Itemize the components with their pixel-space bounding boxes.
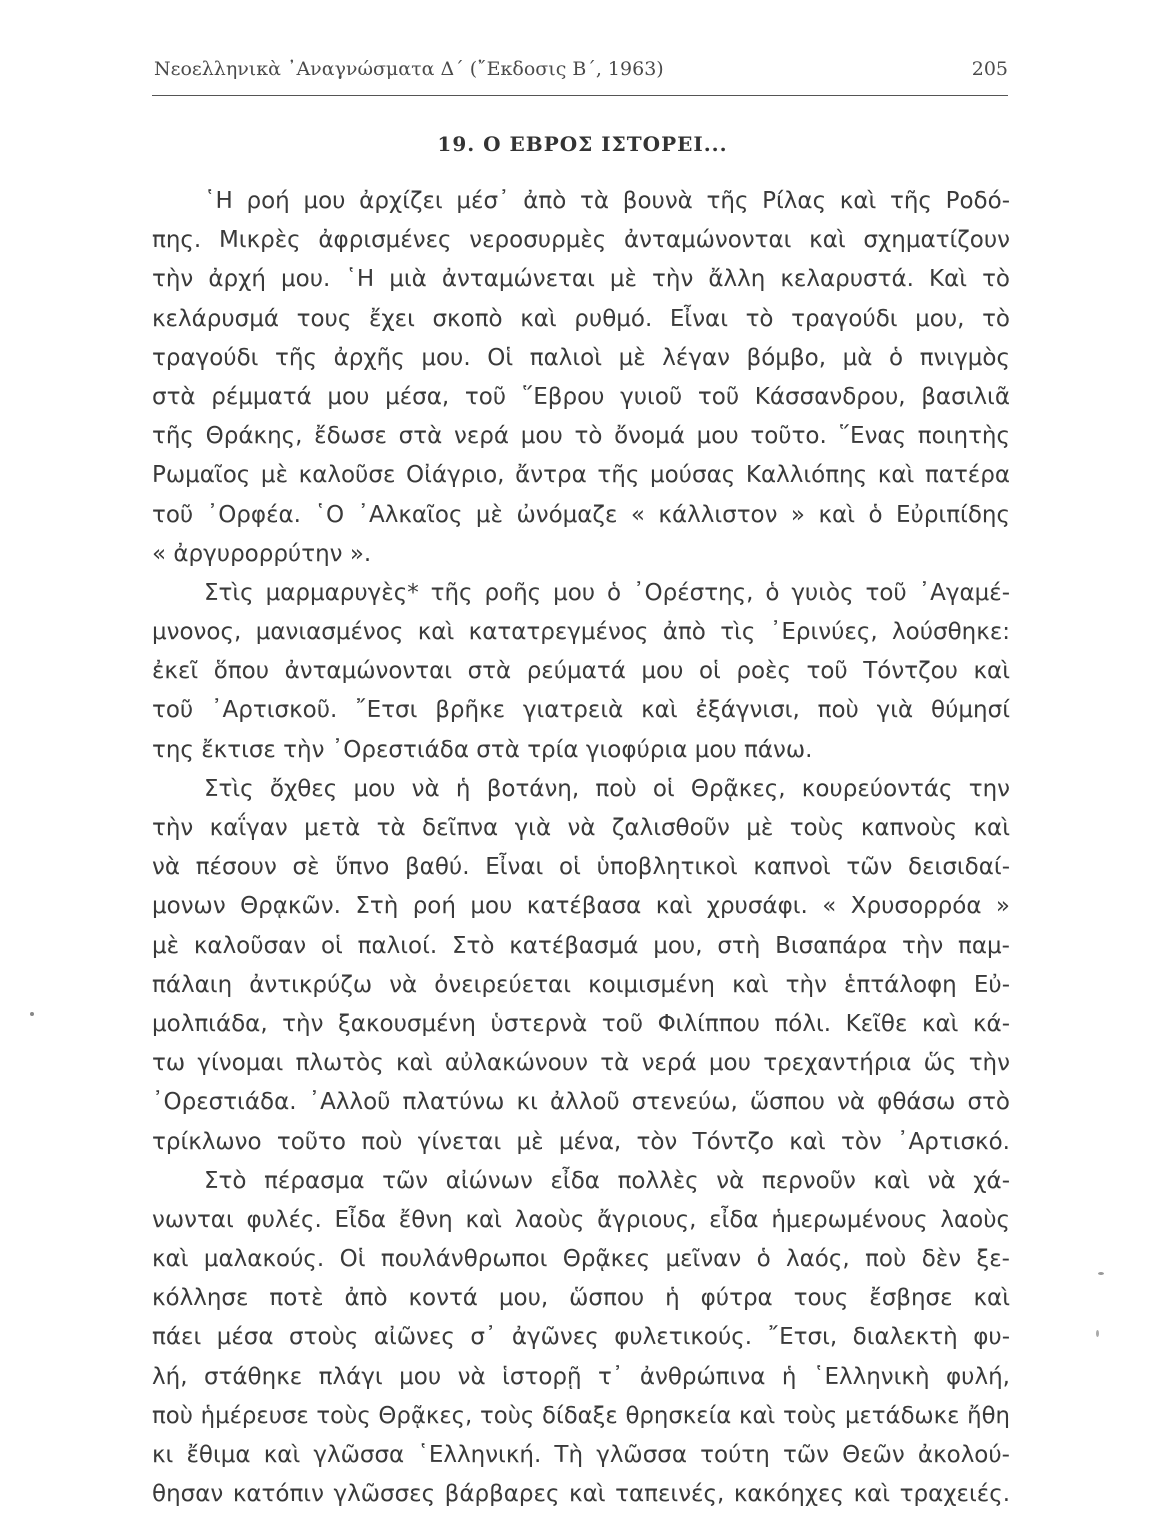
text-line: τρίκλωνο τοῦτο ποὺ γίνεται μὲ μένα, τὸν Τόντζο καὶ τὸν ᾿Αρτισκό.: [152, 1128, 1010, 1155]
text-line: ῾Η ροή μου ἀρχίζει μέσ᾿ ἀπὸ τὰ βουνὰ τῆς Ρίλας καὶ τῆς Ροδό-: [204, 188, 1010, 214]
running-title: Νεοελληνικὰ ᾿Αναγνώσματα Δ΄ (῎Εκδοσις Β΄, 1963): [154, 58, 664, 80]
text-line: τὴν καΐγαν μετὰ τὰ δεῖπνα γιὰ νὰ ζαλισθοῦν μὲ τοὺς καπνοὺς καὶ: [152, 815, 1010, 841]
text-line: ἐκεῖ ὅπου ἀνταμώνονται στὰ ρεύματά μου οἱ ροὲς τοῦ Τόντζου καὶ: [152, 658, 1010, 685]
text-line: μνονος, μανιασμένος καὶ κατατρεγμένος ἀπὸ τὶς ᾿Ερινύες, λούσθηκε:: [152, 619, 1010, 646]
text-line: πης. Μικρὲς ἀφρισμένες νεροσυρμὲς ἀνταμώνονται καὶ σχηματίζουν: [152, 227, 1010, 254]
text-line: θησαν κατόπιν γλῶσσες βάρβαρες καὶ ταπεινές, κακόηχες καὶ τραχειές.: [152, 1481, 1010, 1508]
text-line: τω γίνομαι πλωτὸς καὶ αὐλακώνουν τὰ νερά μου τρεχαντήρια ὥς τὴν: [152, 1050, 1010, 1077]
text-line: τραγούδι τῆς ἀρχῆς μου. Οἱ παλιοὶ μὲ λέγαν βόμβο, μὰ ὁ πνιγμὸς: [152, 344, 1010, 371]
text-line: τὴν ἀρχή μου. ῾Η μιὰ ἀνταμώνεται μὲ τὴν ἄλλη κελαρυστά. Καὶ τὸ: [152, 266, 1010, 293]
text-line: ποὺ ἡμέρευσε τοὺς Θρᾷκες, τοὺς δίδαξε θρησκεία καὶ τοὺς μετάδωκε ἤθη: [152, 1402, 1010, 1429]
text-line: καὶ μαλακούς. Οἱ πουλάνθρωποι Θρᾷκες μεῖναν ὁ λαός, ποὺ δὲν ξε-: [152, 1246, 1010, 1273]
text-line: μολπιάδα, τὴν ξακουσμένη ὑστερνὰ τοῦ Φιλίππου πόλι. Κεῖθε καὶ κά-: [152, 1010, 1010, 1037]
page-number: 205: [971, 58, 1008, 80]
text-line: Στὸ πέρασμα τῶν αἰώνων εἶδα πολλὲς νὰ περνοῦν καὶ νὰ χά-: [204, 1167, 1010, 1194]
body-text: [152, 182, 1010, 1514]
text-line: κελάρυσμά τους ἔχει σκοπὸ καὶ ρυθμό. Εἶναι τὸ τραγούδι μου, τὸ: [152, 305, 1010, 332]
text-line: πάει μέσα στοὺς αἰῶνες σ᾿ ἀγῶνες φυλετικούς. ῎Ετσι, διαλεκτὴ φυ-: [152, 1324, 1010, 1351]
running-head: [154, 58, 1008, 80]
text-line: μονων Θρᾳκῶν. Στὴ ροή μου κατέβασα καὶ χρυσάφι. « Χρυσορρόα »: [152, 893, 1010, 920]
text-line: « ἀργυρορρύτην ».: [152, 540, 372, 567]
text-line: τοῦ ᾿Ορφέα. ῾Ο ᾿Αλκαῖος μὲ ὠνόμαζε « κάλλιστον » καὶ ὁ Εὐριπίδης: [152, 501, 1010, 528]
text-line: στὰ ρέμματά μου μέσα, τοῦ ῞Εβρου γυιοῦ τοῦ Κάσσανδρου, βασιλιᾶ: [152, 383, 1010, 410]
text-line: μὲ καλοῦσαν οἱ παλιοί. Στὸ κατέβασμά μου, στὴ Βισαπάρα τὴν παμ-: [152, 932, 1010, 959]
text-line: Στὶς μαρμαρυγὲς* τῆς ροῆς μου ὁ ᾿Ορέστης, ὁ γυιὸς τοῦ ᾿Αγαμέ-: [204, 579, 1010, 606]
text-line: ᾿Ορεστιάδα. ᾿Αλλοῦ πλατύνω κι ἀλλοῦ στενεύω, ὥσπου νὰ φθάσω στὸ: [152, 1089, 1010, 1116]
scan-speck: [30, 1012, 34, 1016]
text-line: της ἔκτισε τὴν ᾿Ορεστιάδα στὰ τρία γιοφύρια μου πάνω.: [152, 736, 813, 763]
text-line: νωνται φυλές. Εἶδα ἔθνη καὶ λαοὺς ἄγριους, εἶδα ἡμερωμένους λαοὺς: [152, 1206, 1010, 1233]
text-line: Στὶς ὄχθες μου νὰ ἡ βοτάνη, ποὺ οἱ Θρᾷκες, κουρεύοντάς την: [204, 775, 1010, 802]
text-line: κόλλησε ποτὲ ἀπὸ κοντά μου, ὥσπου ἡ φύτρα τους ἔσβησε καὶ: [152, 1285, 1010, 1312]
text-line: κι ἔθιμα καὶ γλῶσσα ῾Ελληνική. Τὴ γλῶσσα τούτη τῶν Θεῶν ἀκολού-: [152, 1442, 1010, 1468]
chapter-title: 19. Ο ΕΒΡΟΣ ΙΣΤΟΡΕΙ...: [437, 132, 728, 156]
text-line: τῆς Θράκης, ἔδωσε στὰ νερά μου τὸ ὄνομά μου τοῦτο. ῞Ενας ποιητὴς: [152, 423, 1010, 450]
text-line: Ρωμαῖος μὲ καλοῦσε Οἰάγριο, ἄντρα τῆς μούσας Καλλιόπης καὶ πατέρα: [152, 462, 1010, 489]
scan-speck: [1096, 1330, 1099, 1337]
scan-speck: [1098, 1272, 1104, 1275]
text-line: τοῦ ᾿Αρτισκοῦ. ῎Ετσι βρῆκε γιατρειὰ καὶ ἐξάγνισι, ποὺ γιὰ θύμησί: [152, 697, 1010, 724]
header-rule: [152, 95, 1008, 96]
text-line: λή, στάθηκε πλάγι μου νὰ ἱστορῇ τ᾿ ἀνθρώπινα ἡ ῾Ελληνικὴ φυλή,: [152, 1363, 1010, 1390]
text-line: πάλαιη ἀντικρύζω νὰ ὀνειρεύεται κοιμισμένη καὶ τὴν ἑπτάλοφη Εὐ-: [152, 971, 1010, 998]
text-line: νὰ πέσουν σὲ ὕπνο βαθύ. Εἶναι οἱ ὑποβλητικοὶ καπνοὶ τῶν δεισιδαί-: [152, 854, 1010, 881]
